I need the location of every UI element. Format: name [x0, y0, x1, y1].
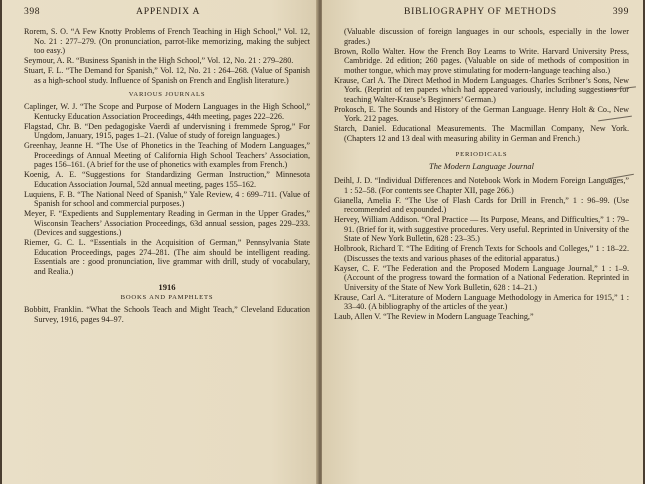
year-heading: 1916 — [158, 282, 176, 292]
bib-entry: Kayser, C. F. “The Federation and the Proposed Modern Language Journal,” 1 : 1–9. (Account of the progress toward the formation of a National Federation. Reprinted in University of the State of New York Bulletin, 628 : 14–21.) — [334, 263, 629, 292]
bib-entry: Rorem, S. O. “A Few Knotty Problems of French Teaching in High School,” Vol. 12, No. 21 : 277–279. (On pronunciation, parrot-like memorizing, making the subject too easy.) — [24, 27, 310, 55]
bib-entry: Seymour, A. R. “Business Spanish in the High School,” Vol. 12, No. 21 : 279–280. — [24, 56, 294, 65]
bib-entry: Krause, Carl A. The Direct Method in Modern Languages. Charles Scribner’s Sons, New York. (Reprint of ten papers which had appeared variously, including suggestions for teaching Walter-Krause’s Beginners’ German.) — [334, 75, 629, 104]
right-page — [322, 0, 643, 484]
bib-entry: Greenhay, Jeanne H. “The Use of Phonetics in the Teaching of Modern Languages,” Proceedings of Annual Meeting of California High School Teachers’ Association, pages 156–161. (A brief for the use of phonetics with examples from French.) — [24, 141, 310, 169]
bib-entry: Hervey, William Addison. “Oral Practice — Its Purpose, Means, and Difficulties,” 1 : 79–91. (Brief for it, with suggestive procedures. Very useful. Reprinted in University of the State of New York Bulletin, 628 : 23–35.) — [334, 215, 629, 243]
section-heading-periodicals: PERIODICALS — [455, 151, 508, 158]
bib-entry-continuation: (Valuable discussion of foreign languages in our schools, especially in the lower grades.) — [344, 27, 629, 46]
right-running-head — [334, 6, 629, 17]
left-page — [2, 0, 318, 484]
section-heading-books: BOOKS AND PAMPHLETS — [120, 294, 214, 301]
bib-entry: Holbrook, Richard T. “The Editing of French Texts for Schools and Colleges,” 1 : 18–22. (Discusses the texts and various phases of the editorial apparatus.) — [334, 244, 629, 263]
section-heading-various-journals: VARIOUS JOURNALS — [128, 91, 206, 98]
right-running-title: BIBLIOGRAPHY OF METHODS — [403, 6, 557, 17]
bib-entry: Prokosch, E. The Sounds and History of the German Language. Henry Holt & Co., New York. 212 pages. — [334, 104, 629, 123]
bib-entry: Brown, Rollo Walter. How the French Boy Learns to Write. Harvard University Press, Cambridge. 2d edition; 260 pages. (Valuable on side of methods of composition in mother tongue, which may prove stimulating for modern-language teaching also.) — [334, 46, 629, 75]
right-page-number: 399 — [612, 6, 629, 17]
bib-entry: Starch, Daniel. Educational Measurements. The Macmillan Company, New York. (Chapters 12 and 13 deal with measuring ability in German and French.) — [334, 124, 629, 143]
journal-heading: The Modern Language Journal — [429, 162, 534, 171]
bib-entry: Stuart, F. L. “The Demand for Spanish,” Vol. 12, No. 21 : 264–268. (Value of Spanish as a high-school study. Influence of Spanish on French and English literature.) — [24, 66, 310, 85]
bib-entry: Luquiens, F. B. “The National Need of Spanish,” Yale Review, 4 : 699–711. (Value of Spanish for school and commercial purposes.) — [24, 189, 310, 208]
bib-entry: Deihl, J. D. “Individual Differences and Notebook Work in Modern Foreign Languages,” 1 : 52–58. (For contents see Chapter XII, page 266.) — [334, 176, 629, 195]
bib-entry: Koenig, A. E. “Suggestions for Standardizing German Instruction,” Minnesota Education Association Journal, 52d annual meeting, pages 155–162. — [24, 170, 310, 189]
bib-entry: Krause, Carl A. “Literature of Modern Language Methodology in America for 1915,” 1 : 33–40. (A bibliography of the articles of the year.) — [334, 292, 629, 311]
bib-entry: Flagstad, Chr. B. “Den pedagogiske Vaerdi af undervisning i fremmede Sprog,” For Ungdom, January, 1915, pages 1–21. (Value of study of foreign languages.) — [24, 121, 310, 140]
bib-entry: Caplinger, W. J. “The Scope and Purpose of Modern Languages in the High School,” Kentucky Education Association Proceedings, 44th meeting, pages 222–226. — [24, 102, 310, 121]
bib-entry: Riemer, G. C. L. “Essentials in the Acquisition of German,” Pennsylvania State Education Proceedings, pages 274–281. (The aim should be intelligent reading. Essentials are : good pronunciation, live grammar with drill, study of vocabulary, and Realia.) — [24, 238, 310, 276]
left-running-head — [24, 6, 310, 17]
bib-entry: Gianella, Amelia F. “The Use of Flash Cards for Drill in French,” 1 : 96–99. (Use recommended and expounded.) — [334, 195, 629, 214]
left-page-number: 398 — [24, 6, 41, 17]
left-running-title: APPENDIX A — [135, 6, 201, 17]
bib-entry: Bobbitt, Franklin. “What the Schools Teach and Might Teach,” Cleveland Education Survey, 1916, pages 94–97. — [24, 305, 310, 324]
bib-entry: Meyer, F. “Expedients and Supplementary Reading in German in the Upper Grades,” Wisconsin Teachers’ Association Proceedings, 63d annual session, pages 229–233. (Devices and suggestions.) — [24, 209, 310, 237]
bib-entry: Laub, Allen V. “The Review in Modern Language Teaching,” — [334, 312, 534, 321]
